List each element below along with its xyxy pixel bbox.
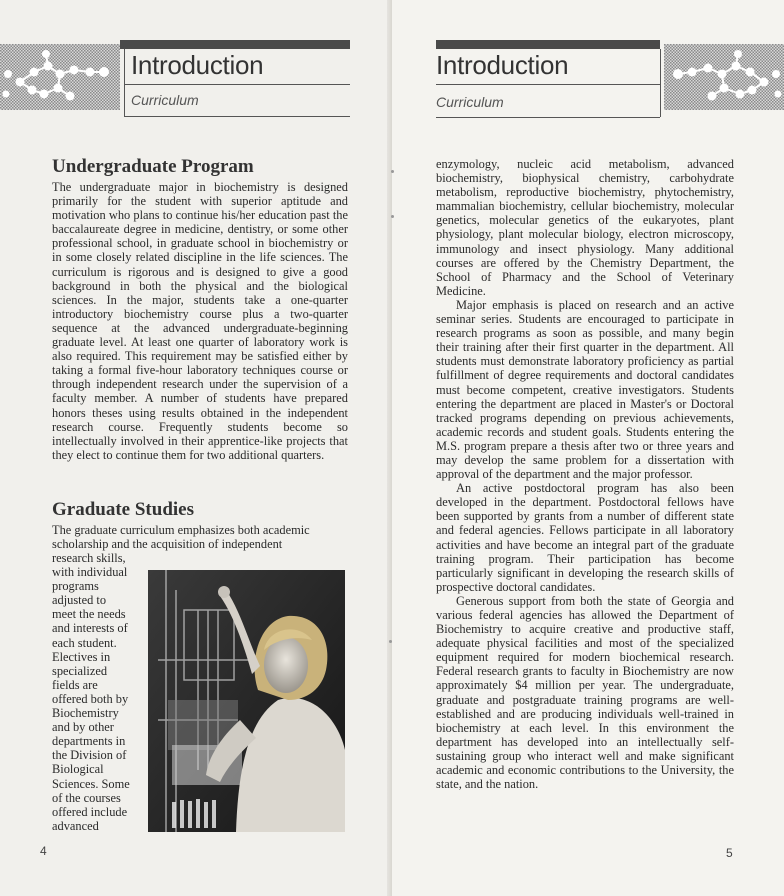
header-rule xyxy=(436,84,660,85)
page-subtitle: Curriculum xyxy=(436,94,504,110)
graduate-intro xyxy=(52,523,344,551)
page-title: Introduction xyxy=(131,50,264,80)
graduate-narrow-line: meet the needs xyxy=(52,607,126,622)
lab-photo xyxy=(148,570,345,832)
header-rule xyxy=(124,84,350,85)
graduate-narrow-line: Sciences. Some xyxy=(52,776,130,791)
binding-mark xyxy=(391,215,394,218)
graduate-narrow-line: adjusted to xyxy=(52,593,107,608)
graduate-narrow-line: the Division of xyxy=(52,748,127,763)
graduate-narrow-line: and interests of xyxy=(52,621,128,636)
molecule-graphic-icon xyxy=(0,44,120,110)
body-paragraph: enzymology, nucleic acid metabolism, advanced biochemistry, biophysical chemistry, carbohydrate metabolism, reproductive biochemistry, phytochemistry, mammalian biochemistry, cellular biochemistry, molecular genetics, molecular genetics of the eukaryotes, plant physiology, plant molecular biology, electron microscopy, immunology and insect physiology. Many additional courses are offered by the Chemistry Department, the School of Pharmacy and the School of Veterinary Medicine. xyxy=(436,157,734,298)
header-rule xyxy=(124,116,350,117)
binding-mark xyxy=(391,170,394,173)
graduate-intro-text: The graduate curriculum emphasizes both academic scholarship and the acquisition of independent xyxy=(52,523,310,552)
right-body xyxy=(436,157,734,791)
header-divider xyxy=(124,49,125,117)
graduate-narrow-line: programs xyxy=(52,579,99,594)
graduate-heading: Graduate Studies xyxy=(52,499,194,520)
graduate-narrow-line: Biological xyxy=(52,762,104,777)
body-paragraph: Generous support from both the state of Georgia and various federal agencies has allowed the Department of Biochemistry to acquire creative and productive staff, adequate physical facilities and most of the specialized equipment required for modern biochemical research. Federal research grants to faculty in Biochemistry are now approximately $4 million per year. The undergraduate, graduate and postgraduate training programs are well-established and are producing individuals well-trained in biochemistry at each level. In this environment the department has developed into an intellectually self-sustaining group who interact well and make significant academic and economic contributions to the University, the state, and the nation. xyxy=(436,593,734,792)
body-paragraph: Major emphasis is placed on research and an active seminar series. Students are encouraged to participate in research programs as soon as possible, and many begin their training after their first quarter in the department. All students must demonstrate laboratory proficiency as partial fulfillment of degree requirements and doctoral candidates must become competent, creative investigators. Students entering the department are placed in Master's or Doctoral tracked programs depending on previous achievements, academic records and student goals. Students entering the M.S. program prepare a thesis after two or three years and may develop the same problem for a dissertation with approval of the department and the major professor. xyxy=(436,297,734,482)
right-page xyxy=(392,0,784,896)
undergrad-paragraph: The undergraduate major in biochemistry is designed primarily for the student with superior aptitude and motivation who plans to continue his/her education past the baccalaureate degree in medicine, dentistry, or some other professional school, in graduate school in biochemistry or in some closely related discipline in the life sciences. The curriculum is rigorous and is designed to give a good background in both the physical and the biological sciences. In the major, students take a one-quarter introductory biochemistry course plus a two-quarter sequence at the advanced undergraduate-beginning graduate level. At least one quarter of laboratory work is also required. This requirement may be satisfied either by taking a formal five-hour laboratory techniques course or through independent research under the supervision of a faculty member. A number of students have prepared honors theses using results obtained in the independent research course. Frequently students become so intellectually involved in their apprentice-like projects that they elect to continue them for two additional quarters. xyxy=(52,180,348,462)
graduate-narrow-line: research skills, xyxy=(52,551,126,565)
header-bar xyxy=(120,40,350,49)
header-divider xyxy=(660,49,661,117)
graduate-narrow-line: specialized xyxy=(52,663,108,678)
graduate-narrow-line: offered include xyxy=(52,804,128,819)
graduate-narrow-line: and by other xyxy=(52,720,114,735)
graduate-narrow-line: advanced xyxy=(52,818,99,833)
graduate-narrow-line: with individual xyxy=(52,565,128,580)
header-rule xyxy=(436,117,660,118)
graduate-narrow-line: Electives in xyxy=(52,649,111,664)
graduate-narrow-line: each student. xyxy=(52,635,117,650)
header-bar xyxy=(436,40,660,49)
graduate-narrow-line: Biochemistry xyxy=(52,706,119,721)
undergrad-body xyxy=(52,180,348,462)
binding-mark xyxy=(389,640,392,643)
graduate-narrow-line: offered both by xyxy=(52,691,129,706)
page-number: 5 xyxy=(726,846,733,860)
graduate-narrow-line: of the courses xyxy=(52,790,121,805)
page-number: 4 xyxy=(40,844,47,858)
molecule-graphic-icon xyxy=(664,44,784,110)
undergrad-heading: Undergraduate Program xyxy=(52,156,254,177)
graduate-narrow-column xyxy=(52,551,144,833)
graduate-narrow-line: departments in xyxy=(52,734,126,749)
graduate-narrow-line: fields are xyxy=(52,677,98,692)
page-subtitle: Curriculum xyxy=(131,92,199,108)
body-paragraph: An active postdoctoral program has also been developed in the department. Postdoctoral fellows have been supported by grants from a number of different state and federal agencies. Fellows participate in all laboratory activities and have become an integral part of the graduate training program. Their participation has become particularly significant in developing the research skills of prospective doctoral candidates. xyxy=(436,481,734,594)
page-title: Introduction xyxy=(436,50,569,80)
